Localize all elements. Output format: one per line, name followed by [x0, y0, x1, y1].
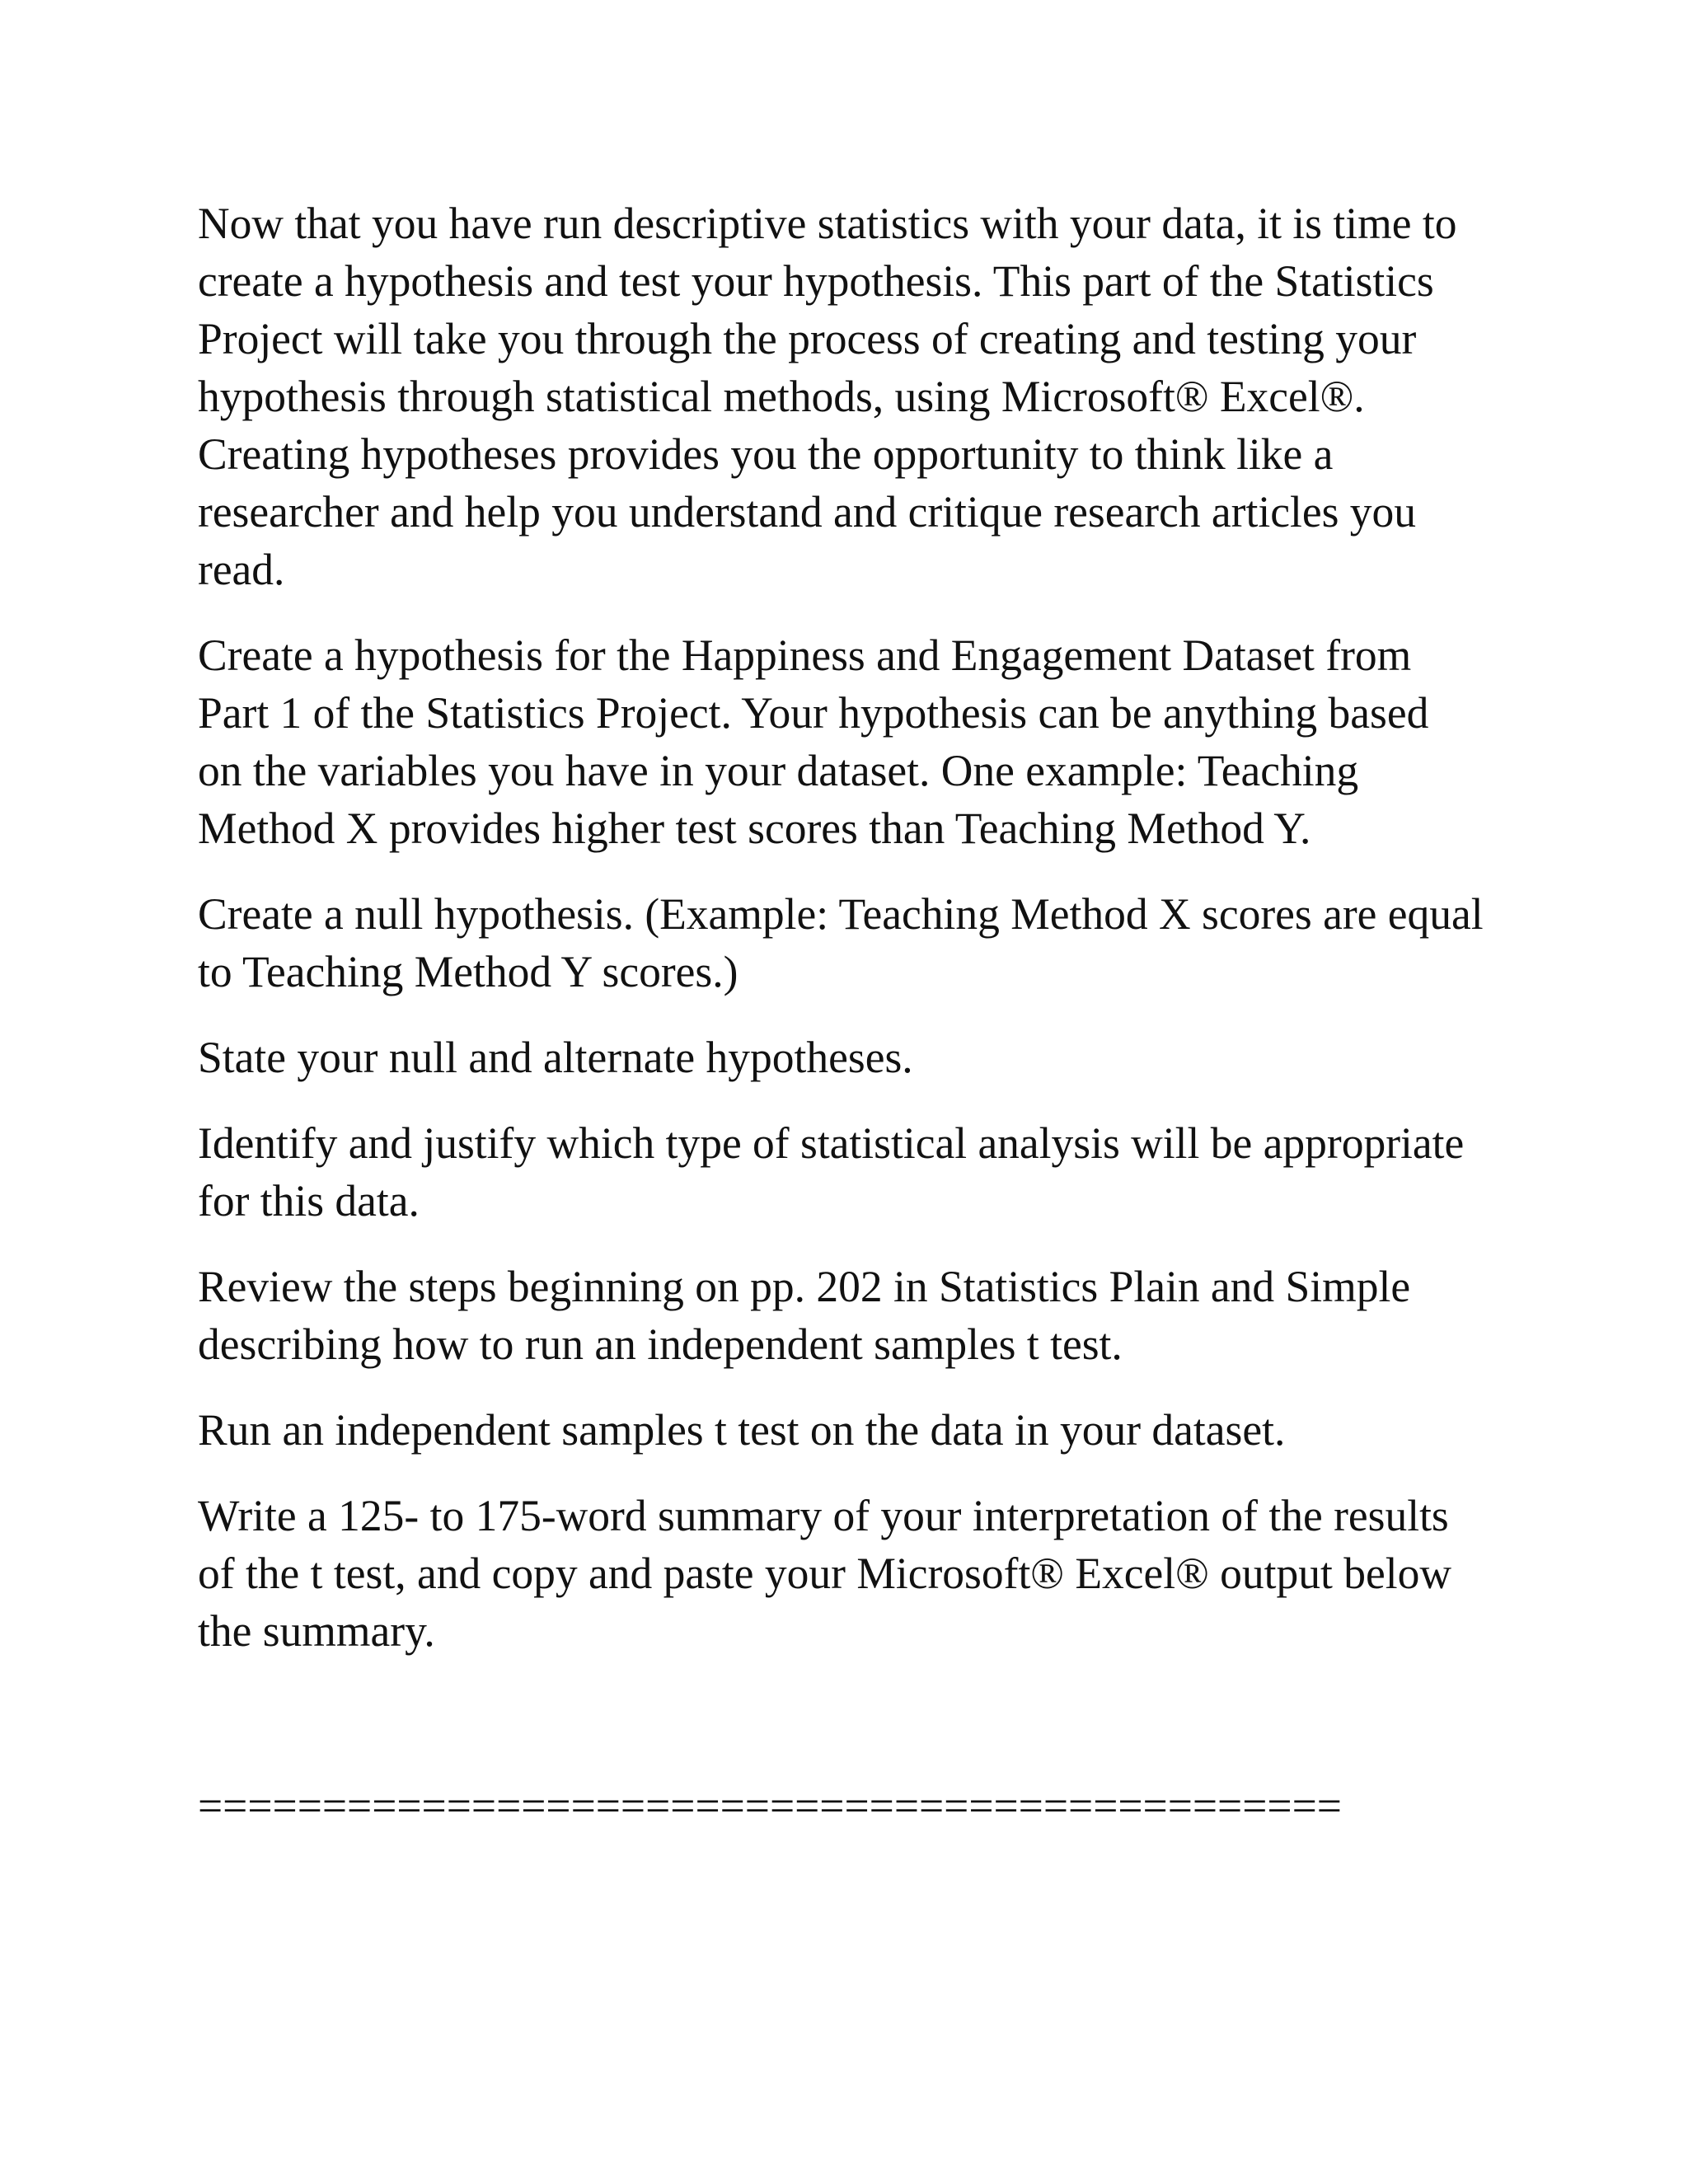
document-body	[198, 194, 1500, 1688]
paragraph-state-hypotheses: State your null and alternate hypotheses.	[198, 1033, 913, 1082]
paragraph-write-summary: Write a 125- to 175-word summary of your interpretation of the results of the t test, and copy and paste your Microsoft® Excel® output below the summary.	[198, 1491, 1451, 1656]
paragraph-intro: Now that you have run descriptive statistics with your data, it is time to create a hypothesis and test your hypothesis. This part of the Statistics Project will take you through the process of creating and testing your hypothesis through statistical methods, using Microsoft® Excel®. Creating hypotheses provides you the opportunity to think like a researcher and help you understand and critique research articles you read.	[198, 199, 1457, 594]
separator-line: ==============================================	[198, 1781, 1342, 1830]
paragraph-review-steps: Review the steps beginning on pp. 202 in Statistics Plain and Simple describing how to run an independent samples t test.	[198, 1262, 1411, 1369]
paragraph-null-hypothesis: Create a null hypothesis. (Example: Teaching Method X scores are equal to Teaching Method Y scores.)	[198, 889, 1484, 996]
paragraph-create-hypothesis: Create a hypothesis for the Happiness and Engagement Dataset from Part 1 of the Statistics Project. Your hypothesis can be anything based on the variables you have in your dataset. One example: Teaching Method X provides higher test scores than Teaching Method Y.	[198, 630, 1429, 853]
paragraph-identify-analysis: Identify and justify which type of statistical analysis will be appropriate for this data.	[198, 1118, 1465, 1226]
paragraph-run-t-test: Run an independent samples t test on the data in your dataset.	[198, 1405, 1286, 1455]
